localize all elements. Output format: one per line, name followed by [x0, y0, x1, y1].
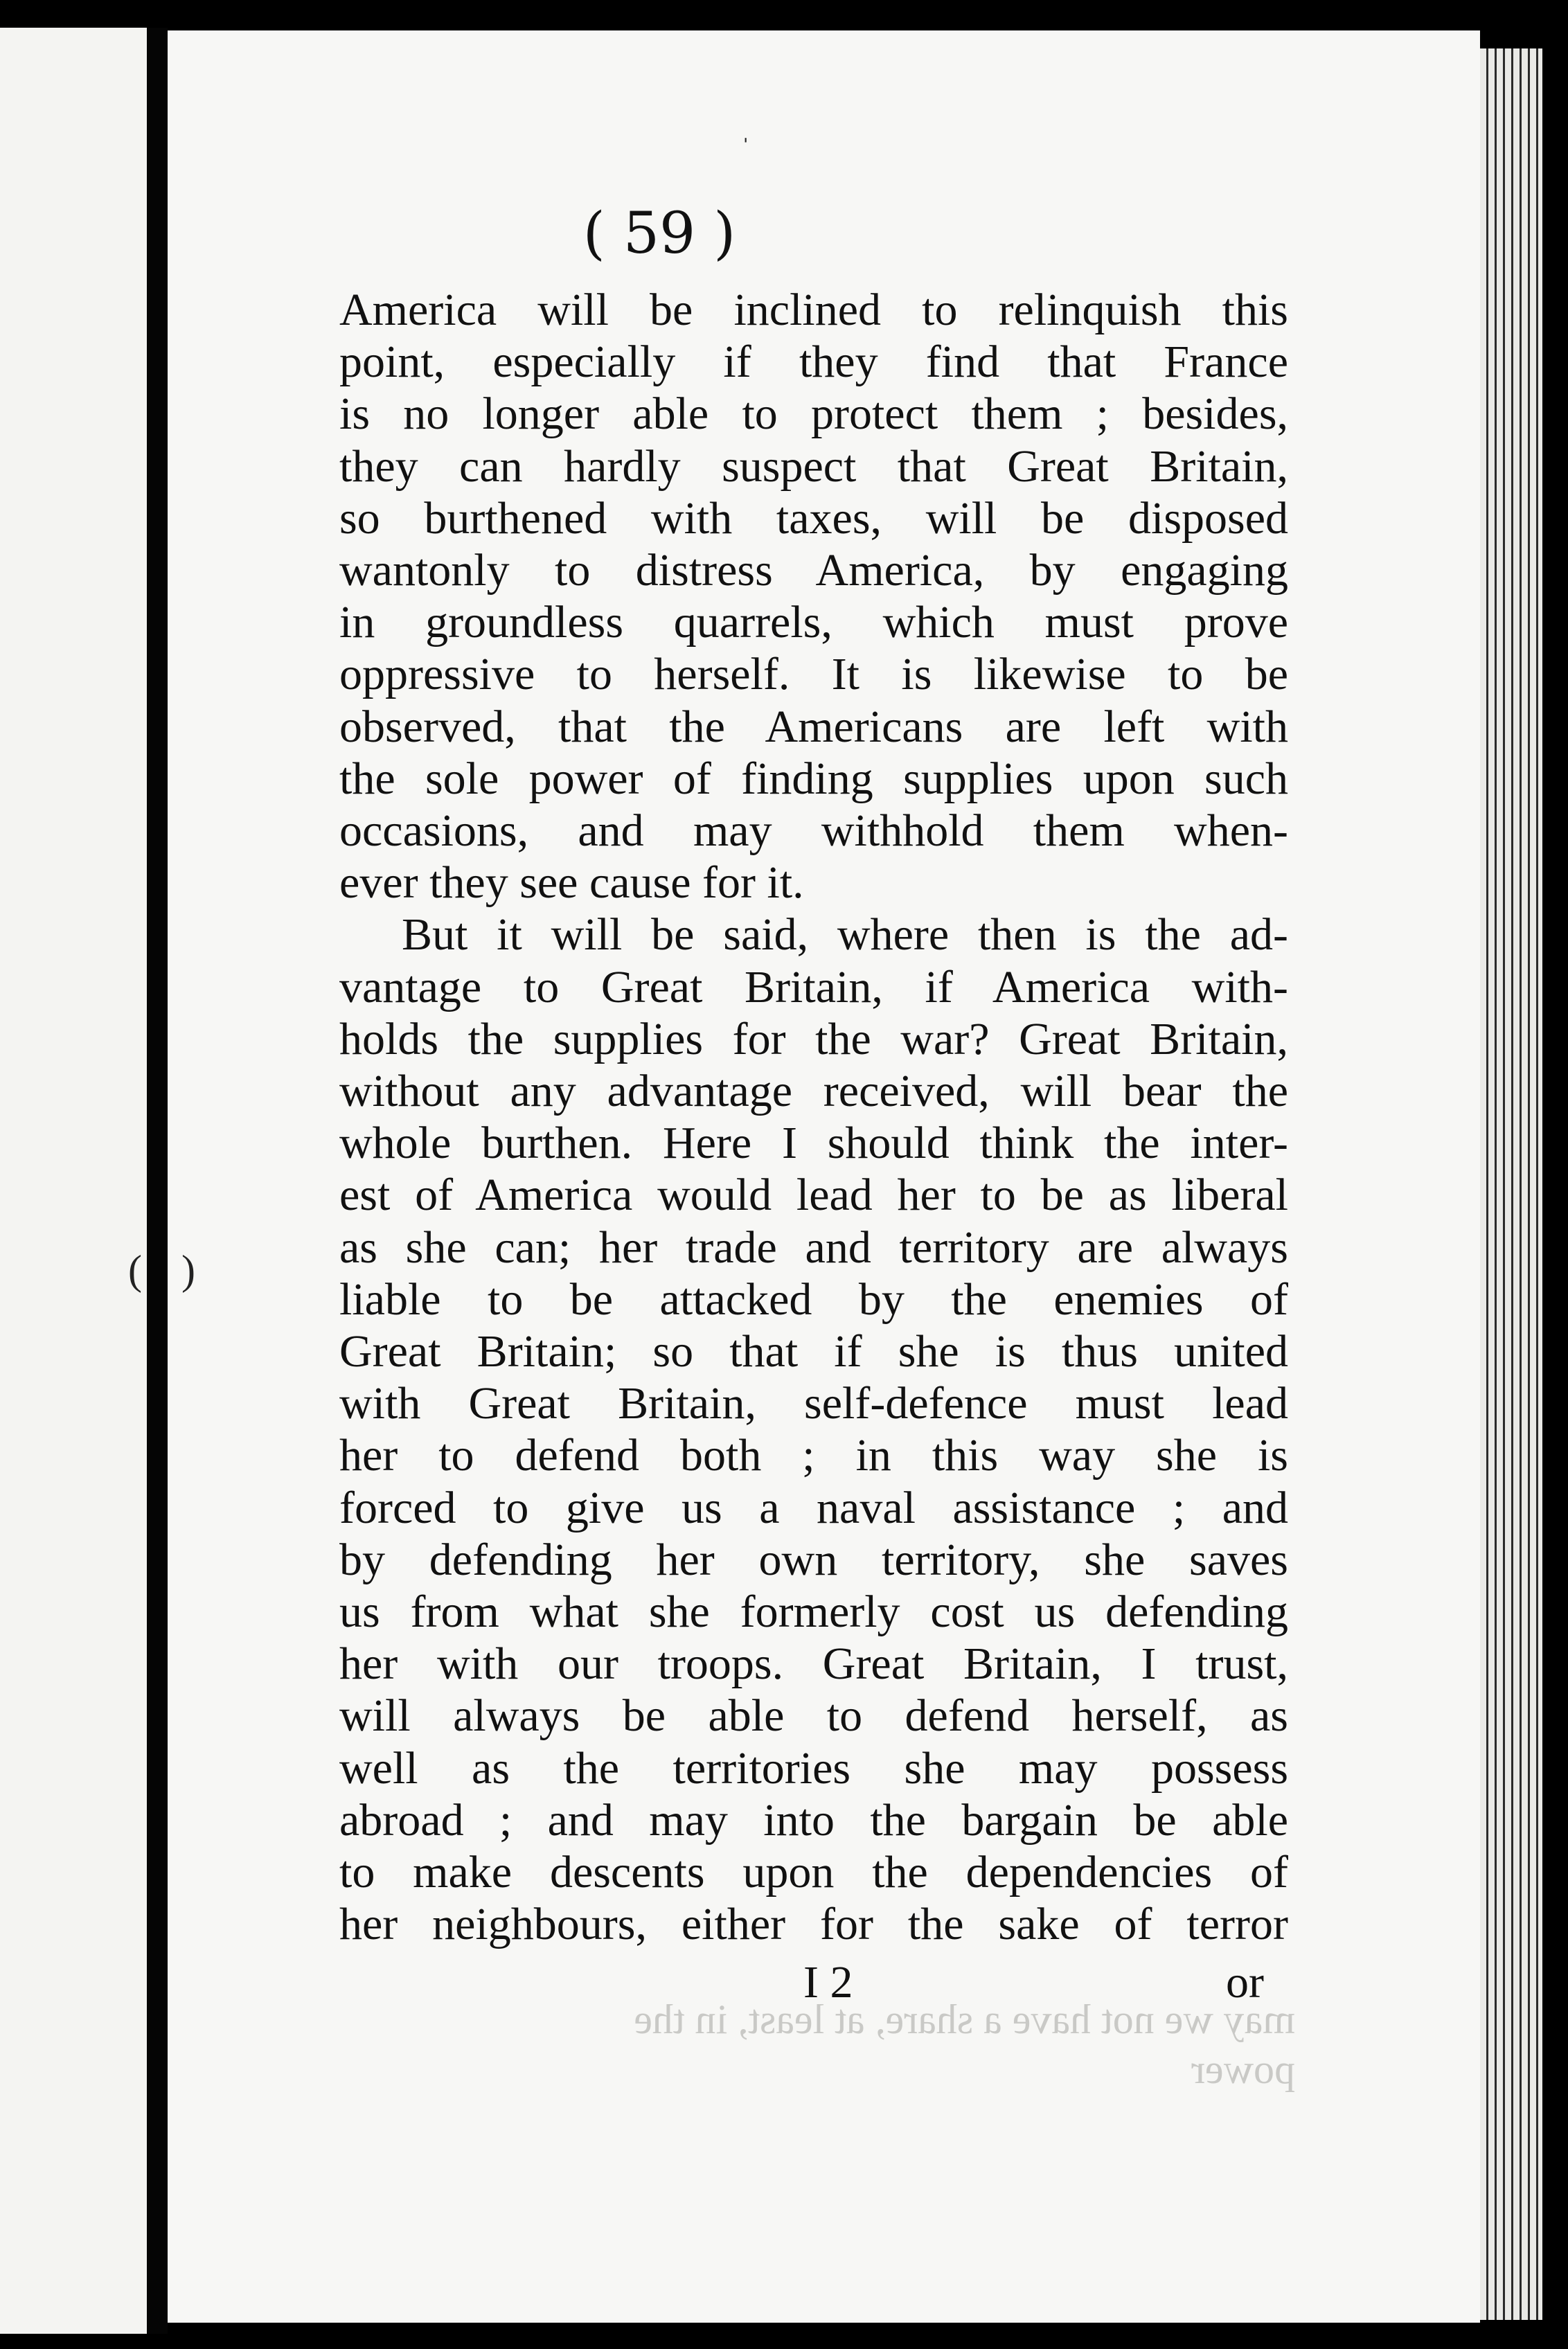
- text-line: But it will be said, where then is the ad-: [402, 909, 1288, 961]
- text-line: to make descents upon the dependencies of: [339, 1847, 1288, 1898]
- text-line: without any advantage received, will bear the: [339, 1066, 1288, 1117]
- bleed-line: may we not have a share, at least, in the: [634, 1997, 1295, 2042]
- text-line: her to defend both ; in this way she is: [339, 1430, 1288, 1481]
- text-line: by defending her own territory, she saves: [339, 1534, 1288, 1585]
- text-line: is no longer able to protect them ; besides,: [339, 388, 1288, 440]
- bleed-line: power: [1191, 2046, 1295, 2092]
- catchword: or: [1226, 1957, 1264, 2008]
- text-line: holds the supplies for the war? Great Britain,: [339, 1013, 1288, 1064]
- bleed-through-text: [360, 1994, 1295, 2094]
- text-line: liable to be attacked by the enemies of: [339, 1274, 1288, 1325]
- facing-page: [0, 28, 147, 2334]
- text-line: vantage to Great Britain, if America with-: [339, 961, 1288, 1012]
- book-gutter: [147, 28, 168, 2334]
- text-line: observed, that the Americans are left with: [339, 701, 1288, 752]
- body-text: [339, 284, 1288, 1951]
- margin-mark-right: ): [181, 1247, 195, 1293]
- text-line: as she can; her trade and territory are always: [339, 1222, 1288, 1273]
- text-line: will always be able to defend herself, as: [339, 1690, 1288, 1742]
- text-line: abroad ; and may into the bargain be able: [339, 1794, 1288, 1846]
- ink-speck: ˈ: [741, 132, 751, 163]
- text-line: us from what she formerly cost us defending: [339, 1587, 1288, 1638]
- text-line: they can hardly suspect that Great Britain,: [339, 440, 1288, 492]
- text-line: occasions, and may withhold them when-: [339, 805, 1288, 857]
- text-line: her with our troops. Great Britain, I trust,: [339, 1638, 1288, 1690]
- text-line: wantonly to distress America, by engaging: [339, 545, 1288, 596]
- text-line: whole burthen. Here I should think the inter-: [339, 1118, 1288, 1169]
- page-number: ( 59 ): [582, 201, 736, 267]
- text-line: America will be inclined to relinquish this: [339, 285, 1288, 335]
- text-line: in groundless quarrels, which must prove: [339, 597, 1288, 648]
- signature-mark: I 2: [803, 1957, 853, 2008]
- text-line: the sole power of finding supplies upon such: [339, 753, 1288, 804]
- text-line: so burthened with taxes, will be disposed: [339, 492, 1288, 544]
- text-line: her neighbours, either for the sake of terror: [339, 1899, 1288, 1950]
- margin-mark-left: (: [128, 1247, 142, 1293]
- text-line: oppressive to herself. It is likewise to be: [339, 649, 1288, 700]
- text-line: point, especially if they find that France: [339, 337, 1288, 388]
- text-line: with Great Britain, self-defence must lead: [339, 1378, 1288, 1429]
- text-line: ever they see cause for it.: [339, 857, 804, 909]
- text-line: est of America would lead her to be as liberal: [339, 1170, 1288, 1221]
- text-line: Great Britain; so that if she is thus united: [339, 1326, 1288, 1377]
- text-line: forced to give us a naval assistance ; and: [339, 1482, 1288, 1533]
- page-edges: [1480, 48, 1542, 2320]
- text-line: well as the territories she may possess: [339, 1742, 1288, 1794]
